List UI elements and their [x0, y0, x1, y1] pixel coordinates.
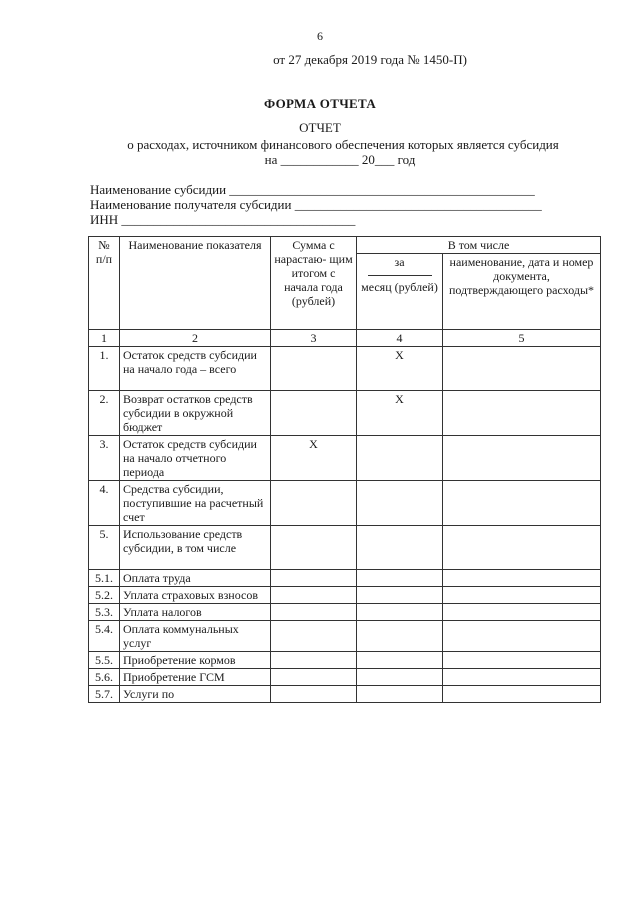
row-name: Услуги по: [120, 686, 271, 703]
table-row: [89, 604, 601, 621]
row-month: [357, 436, 443, 481]
row-name: Средства субсидии, поступившие на расчетный счет: [120, 481, 271, 526]
table-row: [89, 526, 601, 570]
report-period: на ____________ 20___ год: [264, 152, 416, 167]
row-sum: [271, 391, 357, 436]
column-number: 1: [89, 330, 120, 347]
table-row: [89, 686, 601, 703]
row-name: Уплата налогов: [120, 604, 271, 621]
header-month: [357, 254, 443, 330]
row-name: Приобретение ГСМ: [120, 669, 271, 686]
report-title: ОТЧЕТ: [299, 120, 341, 135]
column-number: 5: [443, 330, 601, 347]
row-num: 3.: [89, 436, 120, 481]
table-row: [89, 587, 601, 604]
row-name: Уплата страховых взносов: [120, 587, 271, 604]
row-num: 5.1.: [89, 570, 120, 587]
header-name: Наименование показателя: [120, 237, 271, 330]
row-sum: X: [271, 436, 357, 481]
row-sum: [271, 669, 357, 686]
row-month: [357, 604, 443, 621]
row-num: 5.4.: [89, 621, 120, 652]
row-sum: [271, 526, 357, 570]
row-month: [357, 570, 443, 587]
header-month-bottom: месяц (рублей): [361, 280, 438, 294]
page-number: 6: [317, 29, 323, 43]
row-name: Остаток средств субсидии на начало года – всего: [120, 347, 271, 391]
row-num: 5.6.: [89, 669, 120, 686]
row-docs: [443, 686, 601, 703]
month-underline: [368, 275, 432, 276]
header-month-top: за: [394, 255, 405, 269]
table-row: [89, 652, 601, 669]
table-row: [89, 391, 601, 436]
row-docs: [443, 570, 601, 587]
column-numbers-row: [89, 330, 601, 347]
row-month: [357, 686, 443, 703]
row-docs: [443, 604, 601, 621]
row-month: [357, 481, 443, 526]
table-row: [89, 436, 601, 481]
row-name: Оплата труда: [120, 570, 271, 587]
row-month: X: [357, 347, 443, 391]
row-docs: [443, 526, 601, 570]
row-docs: [443, 347, 601, 391]
row-num: 5.2.: [89, 587, 120, 604]
row-sum: [271, 604, 357, 621]
row-docs: [443, 436, 601, 481]
row-name: Возврат остатков средств субсидии в окружной бюджет: [120, 391, 271, 436]
row-sum: [271, 481, 357, 526]
row-month: [357, 587, 443, 604]
row-num: 2.: [89, 391, 120, 436]
table-header-row: [89, 237, 601, 254]
row-name: Оплата коммунальных услуг: [120, 621, 271, 652]
row-num: 5.5.: [89, 652, 120, 669]
row-sum: [271, 570, 357, 587]
row-num: 5.3.: [89, 604, 120, 621]
row-docs: [443, 669, 601, 686]
inn-field: ИНН ____________________________________: [90, 212, 356, 227]
row-month: X: [357, 391, 443, 436]
form-title: ФОРМА ОТЧЕТА: [263, 96, 377, 111]
header-num: № п/п: [89, 237, 120, 330]
row-sum: [271, 621, 357, 652]
column-number: 3: [271, 330, 357, 347]
row-name: Использование средств субсидии, в том числе: [120, 526, 271, 570]
row-docs: [443, 652, 601, 669]
table-row: [89, 481, 601, 526]
table-row: [89, 347, 601, 391]
row-name: Остаток средств субсидии на начало отчетного периода: [120, 436, 271, 481]
row-sum: [271, 652, 357, 669]
row-docs: [443, 391, 601, 436]
column-number: 4: [357, 330, 443, 347]
row-sum: [271, 686, 357, 703]
report-subtitle: о расходах, источником финансового обеспечения которых является субсидия: [127, 137, 559, 152]
table-row: [89, 621, 601, 652]
row-num: 4.: [89, 481, 120, 526]
row-num: 5.: [89, 526, 120, 570]
row-month: [357, 669, 443, 686]
header-docs: наименование, дата и номер документа, подтверждающего расходы*: [443, 254, 601, 330]
row-sum: [271, 587, 357, 604]
row-docs: [443, 481, 601, 526]
row-name: Приобретение кормов: [120, 652, 271, 669]
decree-reference: от 27 декабря 2019 года № 1450-П): [273, 52, 467, 67]
report-table: [88, 236, 601, 703]
header-including: В том числе: [357, 237, 601, 254]
column-number: 2: [120, 330, 271, 347]
row-month: [357, 621, 443, 652]
row-month: [357, 526, 443, 570]
table-row: [89, 570, 601, 587]
row-sum: [271, 347, 357, 391]
row-docs: [443, 621, 601, 652]
row-month: [357, 652, 443, 669]
recipient-name-field: Наименование получателя субсидии ______________________________________: [90, 197, 542, 212]
row-num: 5.7.: [89, 686, 120, 703]
row-docs: [443, 587, 601, 604]
header-sum: Сумма с нарастаю- щим итогом с начала года (рублей): [271, 237, 357, 330]
subsidy-name-field: Наименование субсидии _______________________________________________: [90, 182, 535, 197]
table-row: [89, 669, 601, 686]
row-num: 1.: [89, 347, 120, 391]
